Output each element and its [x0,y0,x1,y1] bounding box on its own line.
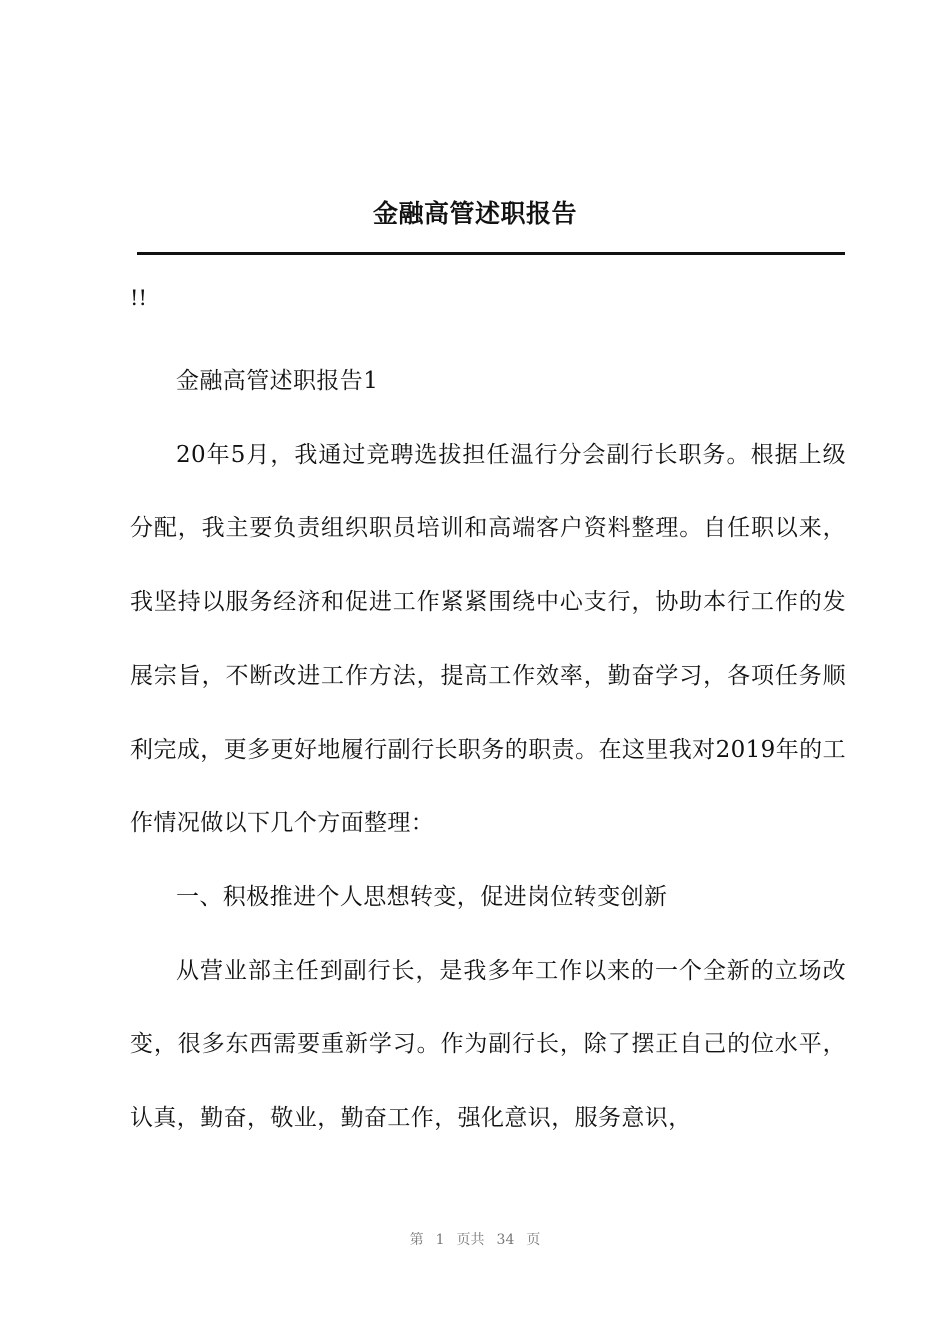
title-divider [137,252,845,255]
document-title: 金融高管述职报告 [372,199,577,228]
document-body [130,345,846,1156]
footer-middle: 页共 [456,1232,485,1248]
footer-prefix: 第 [409,1232,424,1248]
section-subheading: 一、积极推进个人思想转变，促进岗位转变创新 [176,883,668,910]
footer-page-number: 1 [435,1232,445,1248]
section-heading: 金融高管述职报告1 [176,368,379,394]
page-footer [0,1228,950,1252]
paragraph-role-change: 从营业部主任到副行长，是我多年工作以来的一个全新的立场改变，很多东西需要重新学习。作为副行长，除了摆正自己的位水平，认真，勤奋，敬业，勤奋工作，强化意识，服务意识， [130,957,846,1132]
footer-total-pages: 34 [496,1232,515,1248]
footer-suffix: 页 [526,1232,541,1248]
paragraph-intro: 20年5月，我通过竞聘选拔担任温行分会副行长职务。根据上级分配，我主要负责组织职员培训和高端客户资料整理。自任职以来，我坚持以服务经济和促进工作紧紧围绕中心支行，协助本行工作的发展宗旨，不断改进工作方法，提高工作效率，勤奋学习，各项任务顺利完成，更多更好地履行副行长职务的职责。在这里我对2019年的工作情况做以下几个方面整理： [130,441,846,837]
exclamation-marks: !! [130,286,147,310]
